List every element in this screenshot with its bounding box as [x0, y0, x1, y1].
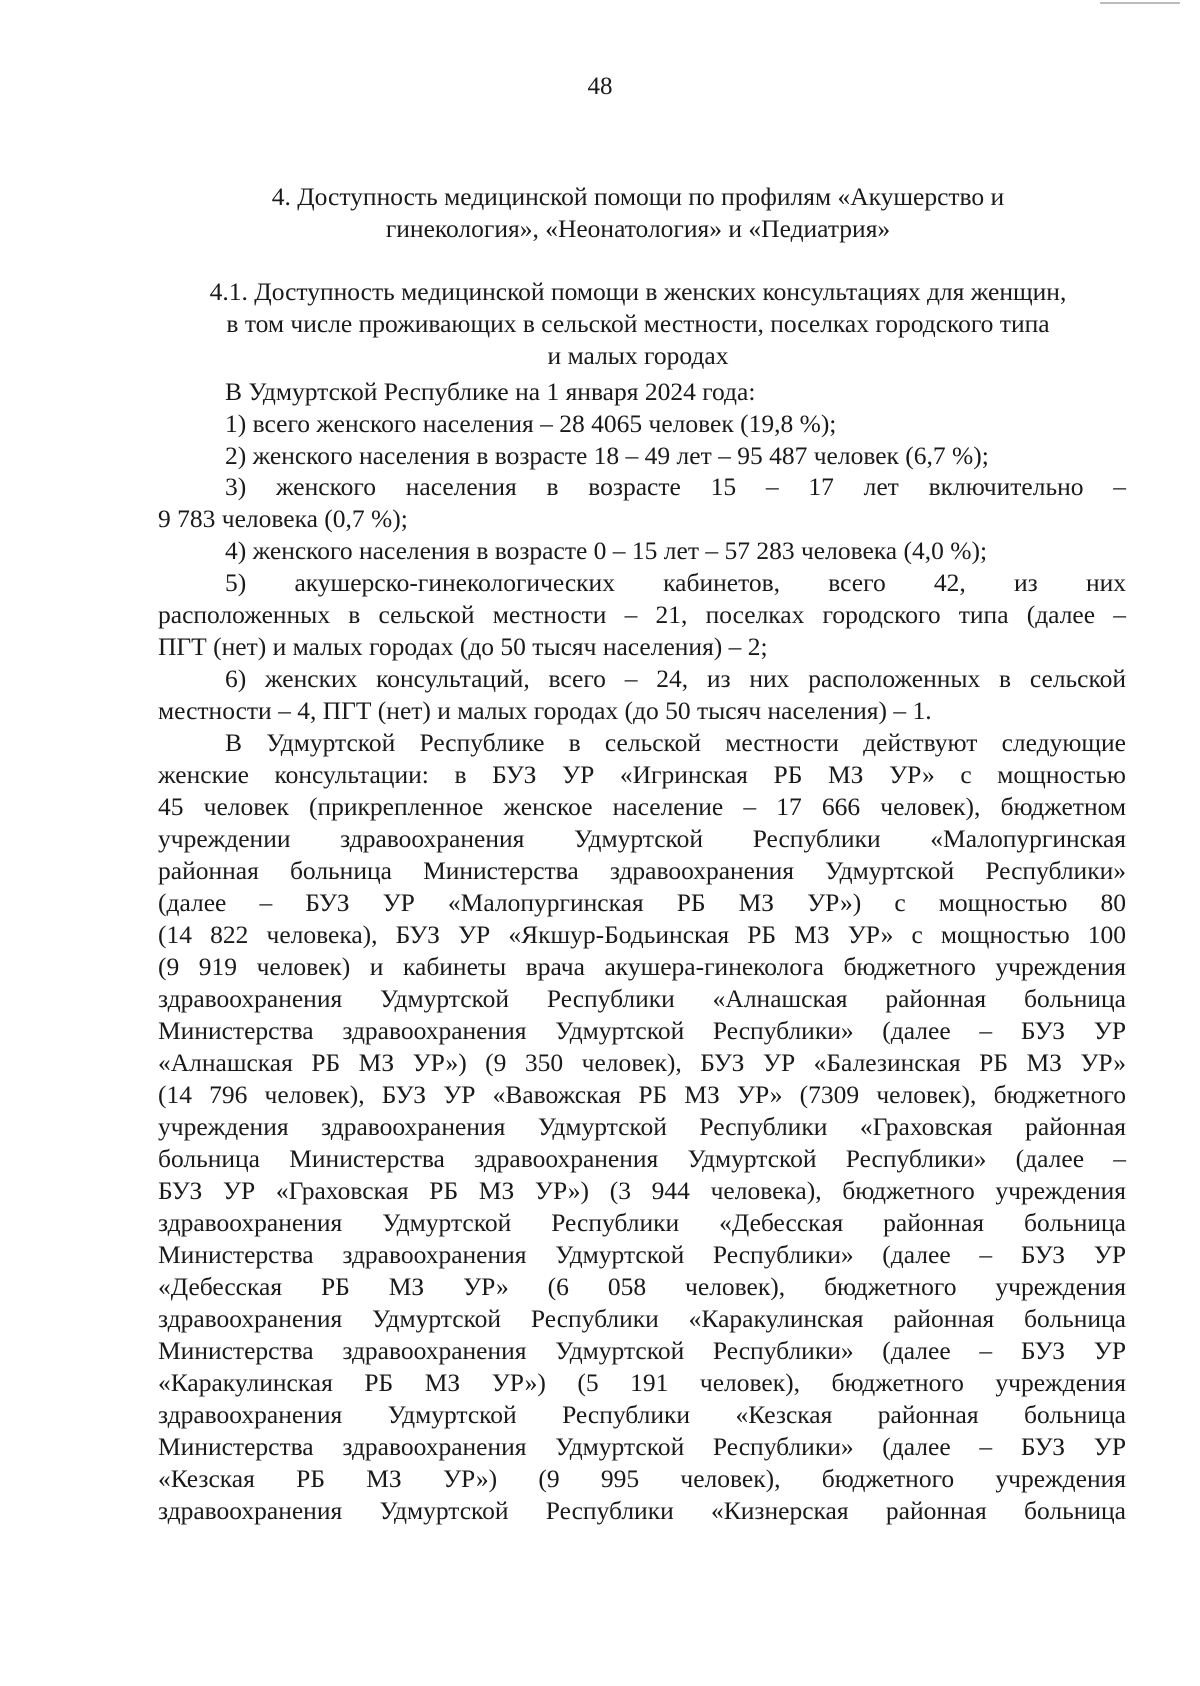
subsection-title-line: в том числе проживающих в сельской местности, поселках городского типа [226, 309, 1050, 338]
paragraph-line: здравоохранения Удмуртской Республики «Каракулинская районная больница [158, 1304, 1126, 1333]
paragraph-line: В Удмуртской Республике в сельской местности действуют следующие [225, 728, 1126, 757]
paragraph-line: В Удмуртской Республике на 1 января 2024 года: [225, 377, 756, 406]
paragraph-line: здравоохранения Удмуртской Республики «Дебесская районная больница [158, 1208, 1126, 1237]
list-item-line: 5) акушерско-гинекологических кабинетов, всего 42, из них [225, 568, 1126, 597]
page-number: 48 [587, 73, 613, 100]
paragraph-line: Министерства здравоохранения Удмуртской Республики» (далее – БУЗ УР [158, 1336, 1126, 1365]
section-title-line: гинекология», «Неонатология» и «Педиатрия» [385, 214, 891, 243]
paragraph-line: «Дебесская РБ МЗ УР» (6 058 человек), бюджетного учреждения [158, 1272, 1126, 1301]
list-item-line: 9 783 человека (0,7 %); [158, 504, 408, 533]
scan-corner-mark [1100, 2, 1180, 4]
list-item-line: 1) всего женского населения – 28 4065 человек (19,8 %); [225, 409, 837, 438]
list-item-line: 6) женских консультаций, всего – 24, из них расположенных в сельской [225, 664, 1126, 693]
paragraph-line: 45 человек (прикрепленное женское население – 17 666 человек), бюджетном [158, 792, 1126, 821]
paragraph-line: «Кезская РБ МЗ УР») (9 995 человек), бюджетного учреждения [158, 1464, 1126, 1493]
paragraph-line: больница Министерства здравоохранения Удмуртской Республики» (далее – [158, 1144, 1126, 1173]
subsection-title-line: и малых городах [547, 341, 729, 370]
paragraph-line: здравоохранения Удмуртской Республики «Кезская районная больница [158, 1400, 1126, 1429]
paragraph-line: Министерства здравоохранения Удмуртской Республики» (далее – БУЗ УР [158, 1432, 1126, 1461]
paragraph-line: здравоохранения Удмуртской Республики «Кизнерская районная больница [158, 1496, 1126, 1525]
paragraph-line: Министерства здравоохранения Удмуртской Республики» (далее – БУЗ УР [158, 1240, 1126, 1269]
paragraph-line: (14 822 человека), БУЗ УР «Якшур-Бодьинская РБ МЗ УР» с мощностью 100 [158, 920, 1126, 949]
paragraph-line: «Алнашская РБ МЗ УР») (9 350 человек), БУЗ УР «Балезинская РБ МЗ УР» [158, 1048, 1126, 1077]
list-item-line: расположенных в сельской местности – 21, поселках городского типа (далее – [158, 600, 1126, 629]
list-item-line: ПГТ (нет) и малых городах (до 50 тысяч населения) – 2; [158, 632, 768, 661]
paragraph-line: (далее – БУЗ УР «Малопургинская РБ МЗ УР») с мощностью 80 [158, 888, 1126, 917]
section-title-line: 4. Доступность медицинской помощи по профилям «Акушерство и [271, 182, 1005, 211]
paragraph-line: районная больница Министерства здравоохранения Удмуртской Республики» [158, 856, 1126, 885]
paragraph-line: (9 919 человек) и кабинеты врача акушера-гинеколога бюджетного учреждения [158, 952, 1126, 981]
list-item-line: 4) женского населения в возрасте 0 – 15 лет – 57 283 человека (4,0 %); [225, 536, 988, 565]
section-title [150, 181, 1126, 245]
list-item-line: местности – 4, ПГТ (нет) и малых городах (до 50 тысяч населения) – 1. [158, 696, 932, 725]
list-item-line: 3) женского населения в возрасте 15 – 17 лет включительно – [225, 472, 1126, 501]
subsection-title-line: 4.1. Доступность медицинской помощи в женских консультациях для женщин, [209, 277, 1067, 306]
subsection-title [150, 276, 1126, 372]
paragraph-line: учреждения здравоохранения Удмуртской Республики «Граховская районная [158, 1112, 1126, 1141]
paragraph-line: БУЗ УР «Граховская РБ МЗ УР») (3 944 человека), бюджетного учреждения [158, 1176, 1126, 1205]
list-item-line: 2) женского населения в возрасте 18 – 49 лет – 95 487 человек (6,7 %); [225, 441, 989, 470]
paragraph-line: «Каракулинская РБ МЗ УР») (5 191 человек), бюджетного учреждения [158, 1368, 1126, 1397]
paragraph-line: (14 796 человек), БУЗ УР «Вавожская РБ МЗ УР» (7309 человек), бюджетного [158, 1080, 1126, 1109]
paragraph-line: женские консультации: в БУЗ УР «Игринская РБ МЗ УР» с мощностью [158, 760, 1126, 789]
paragraph-line: Министерства здравоохранения Удмуртской Республики» (далее – БУЗ УР [158, 1016, 1126, 1045]
paragraph-line: учреждении здравоохранения Удмуртской Республики «Малопургинская [158, 824, 1126, 853]
paragraph-line: здравоохранения Удмуртской Республики «Алнашская районная больница [158, 984, 1126, 1013]
